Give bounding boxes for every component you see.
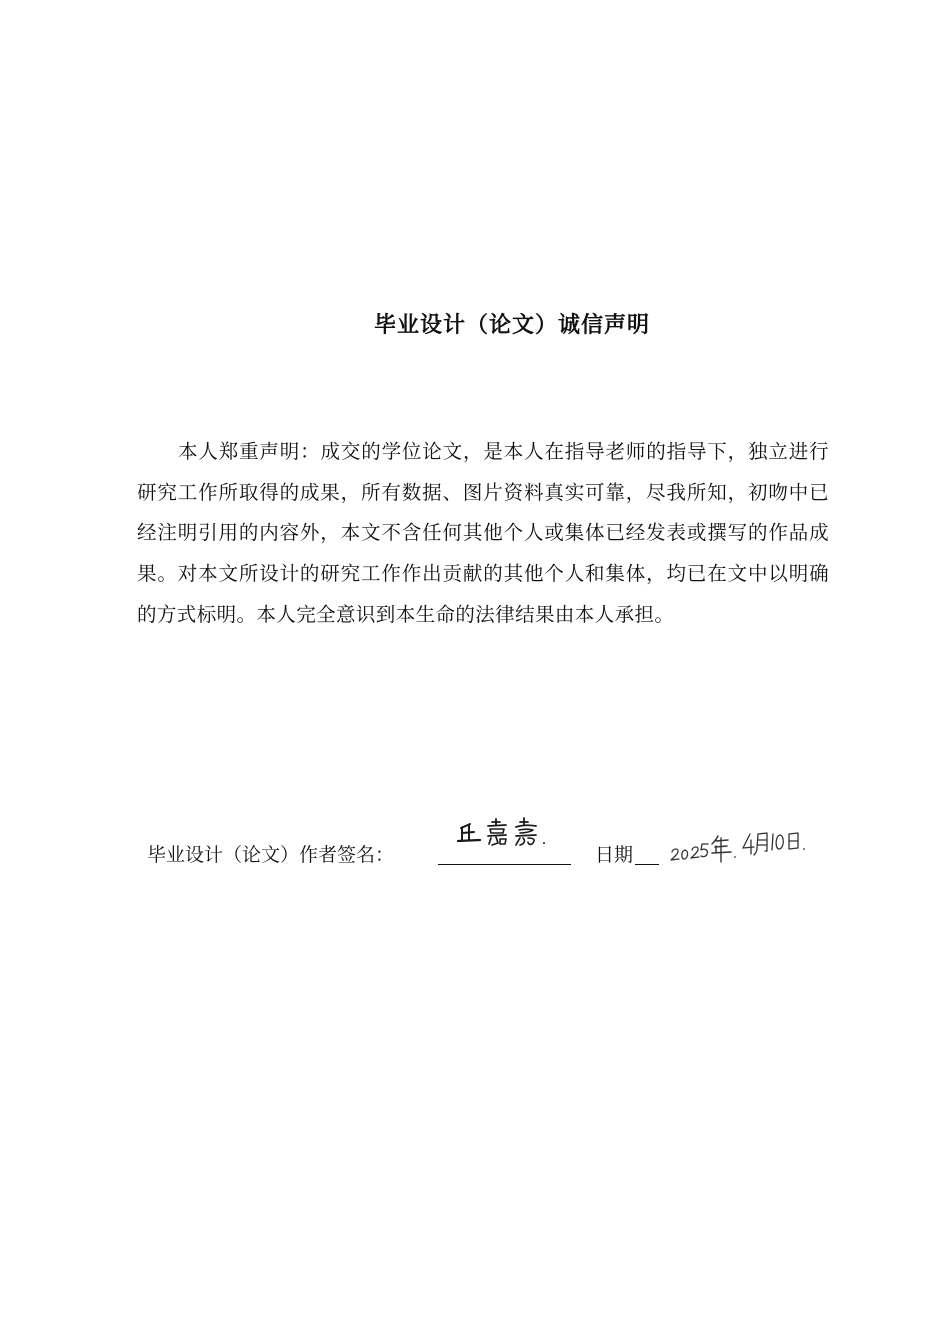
declaration-paragraph: 本人郑重声明：成交的学位论文，是本人在指导老师的指导下，独立进行研究工作所取得的成果，所有数据、图片资料真实可靠，尽我所知，初吻中已经注明引用的内容外，本文不含任何其他个人或集体已经发表或撰写的作品成果。对本文所设计的研究工作作出贡献的其他个人和集体，均已在文中以明确的方式标明。本人完全意识到本生命的法律结果由本人承担。 — [137, 440, 829, 626]
signature-underline — [438, 864, 571, 865]
handwritten-date — [668, 820, 828, 868]
signature-label: 毕业设计（论文）作者签名： — [147, 844, 395, 866]
date-label: 日期 — [595, 844, 634, 866]
date-underline — [635, 864, 659, 865]
document-title: 毕业设计（论文）诚信声明 — [373, 313, 650, 338]
handwritten-signature — [456, 812, 566, 852]
